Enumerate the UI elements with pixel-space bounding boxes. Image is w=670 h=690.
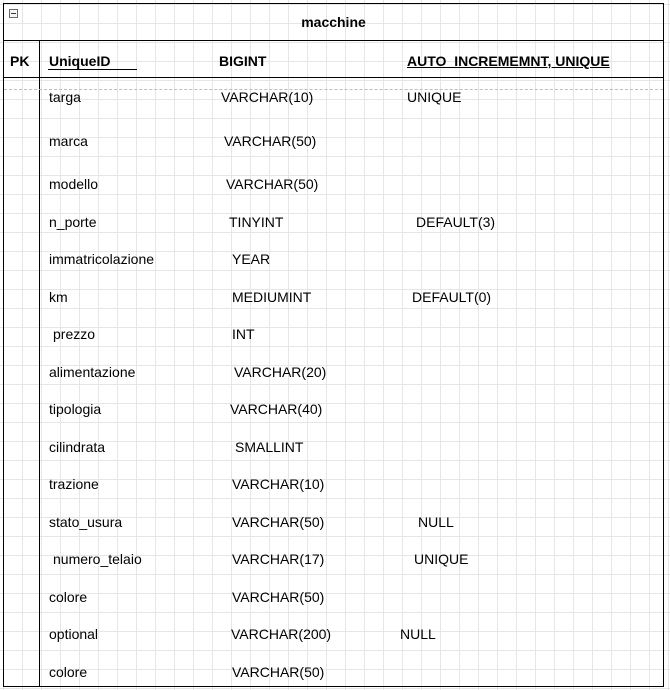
column-type: VARCHAR(50) [232,589,325,605]
column-name: alimentazione [49,364,136,380]
column-name: colore [49,589,88,605]
column-constraint: NULL [400,626,436,642]
column-type: MEDIUMINT [232,289,312,305]
pk-divider [4,77,663,78]
column-type: VARCHAR(20) [234,364,327,380]
column-constraint: NULL [418,514,454,530]
key-column-divider [39,41,40,686]
column-type: VARCHAR(10) [221,89,314,105]
column-name: stato_usura [49,514,123,530]
column-name: optional [49,626,99,642]
column-type: VARCHAR(50) [224,133,317,149]
column-type: VARCHAR(200) [231,626,332,642]
column-type: VARCHAR(17) [232,551,325,567]
column-name: marca [49,133,88,149]
column-constraint: DEFAULT(0) [412,289,492,305]
column-constraint: UNIQUE [407,89,462,105]
column-name: trazione [49,476,99,492]
pk-field-name: UniqueID [49,53,111,69]
column-name: modello [49,176,99,192]
column-name: cilindrata [49,439,106,455]
entity-title: macchine [301,14,366,30]
column-name: targa [49,89,81,105]
column-type: TINYINT [229,214,284,230]
pk-field-type: BIGINT [219,53,267,69]
column-name: km [49,289,68,305]
column-name: immatricolazione [49,251,155,267]
column-type: VARCHAR(50) [232,664,325,680]
column-type: VARCHAR(10) [232,476,325,492]
column-type: YEAR [232,251,271,267]
title-divider [4,40,663,41]
column-name: n_porte [49,214,97,230]
column-type: VARCHAR(50) [232,514,325,530]
dashed-divider [4,89,663,90]
column-name: tipologia [49,401,102,417]
pk-label: PK [10,53,30,69]
column-type: SMALLINT [235,439,304,455]
column-name: numero_telaio [53,551,142,567]
column-type: VARCHAR(50) [226,176,319,192]
column-name: prezzo [53,326,96,342]
entity-macchine[interactable] [3,3,664,687]
column-constraint: UNIQUE [414,551,469,567]
column-type: INT [232,326,255,342]
column-name: colore [49,664,88,680]
pk-field-constraint: AUTO_INCREMEMNT, UNIQUE [407,53,610,69]
column-type: VARCHAR(40) [230,401,323,417]
pk-name-underline [48,69,137,70]
column-constraint: DEFAULT(3) [416,214,496,230]
